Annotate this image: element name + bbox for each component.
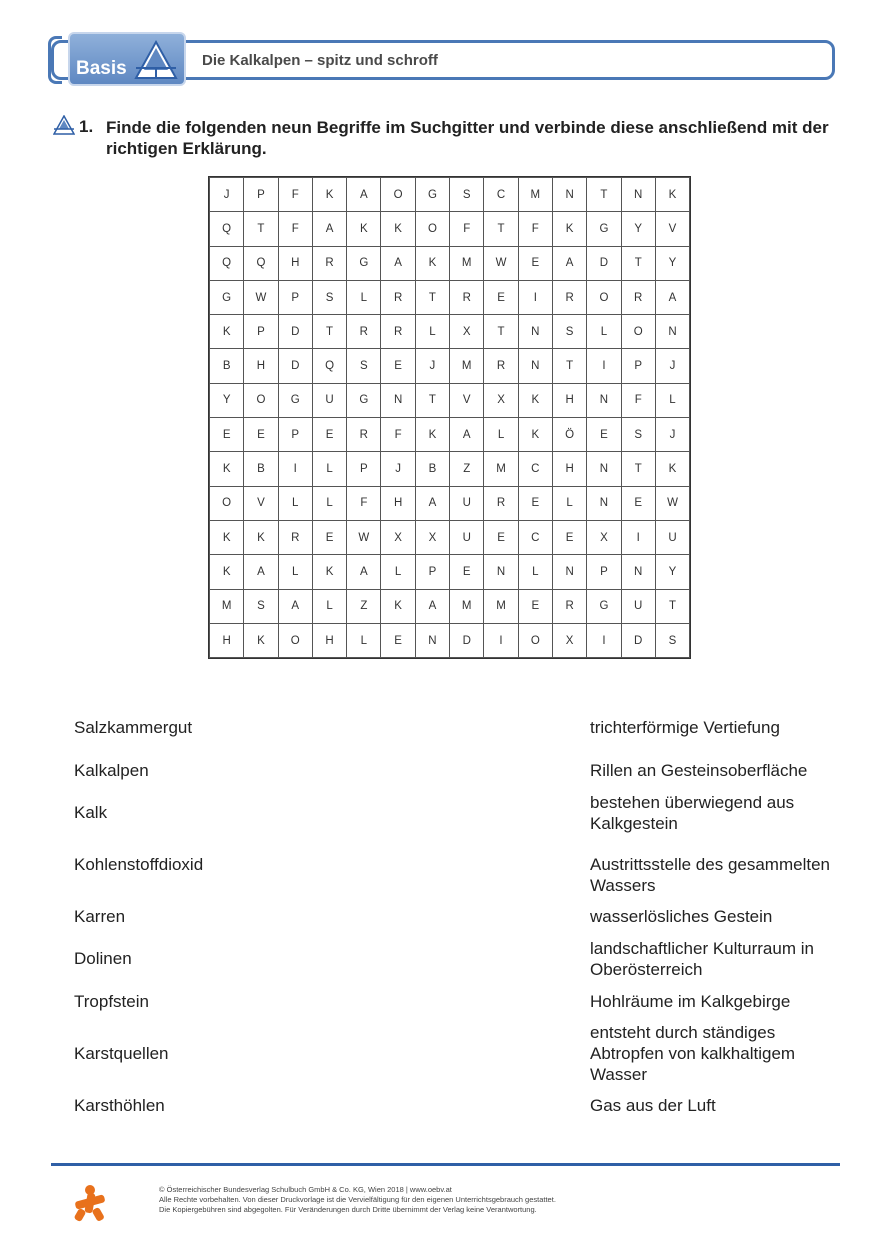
grid-cell[interactable]: W	[655, 486, 689, 520]
grid-cell[interactable]: S	[655, 623, 689, 657]
grid-cell[interactable]: M	[484, 452, 518, 486]
grid-cell[interactable]: Q	[210, 212, 244, 246]
grid-cell[interactable]: B	[415, 452, 449, 486]
grid-cell[interactable]: B	[244, 452, 278, 486]
grid-cell[interactable]: F	[278, 212, 312, 246]
grid-cell[interactable]: O	[621, 315, 655, 349]
term-item[interactable]: Karstquellen	[74, 1044, 169, 1063]
grid-cell[interactable]: W	[484, 246, 518, 280]
grid-cell[interactable]: A	[450, 418, 484, 452]
grid-cell[interactable]: E	[450, 555, 484, 589]
grid-cell[interactable]: G	[210, 280, 244, 314]
grid-row	[210, 212, 690, 246]
grid-cell[interactable]: A	[278, 589, 312, 623]
grid-cell[interactable]: Y	[210, 383, 244, 417]
grid-cell[interactable]: N	[484, 555, 518, 589]
grid-cell[interactable]: R	[312, 246, 346, 280]
grid-cell[interactable]: U	[621, 589, 655, 623]
term-item[interactable]: Dolinen	[74, 949, 132, 968]
grid-cell[interactable]: B	[210, 349, 244, 383]
grid-cell[interactable]: I	[587, 623, 621, 657]
grid-cell[interactable]: I	[278, 452, 312, 486]
explanation-item[interactable]: landschaftlicher Kulturraum in Oberösterreich	[590, 939, 814, 979]
grid-cell[interactable]: P	[278, 418, 312, 452]
grid-cell[interactable]: V	[450, 383, 484, 417]
grid-cell[interactable]: K	[415, 418, 449, 452]
grid-cell[interactable]: E	[312, 418, 346, 452]
grid-cell[interactable]: I	[484, 623, 518, 657]
grid-cell[interactable]: G	[587, 212, 621, 246]
grid-cell[interactable]: F	[347, 486, 381, 520]
grid-cell[interactable]: J	[655, 418, 689, 452]
grid-cell[interactable]: G	[587, 589, 621, 623]
grid-cell[interactable]: K	[655, 452, 689, 486]
grid-cell[interactable]: F	[518, 212, 552, 246]
grid-cell[interactable]: N	[587, 486, 621, 520]
grid-cell[interactable]: T	[415, 280, 449, 314]
grid-row	[210, 589, 690, 623]
grid-cell[interactable]: E	[587, 418, 621, 452]
grid-cell[interactable]: H	[278, 246, 312, 280]
grid-cell[interactable]: Ö	[552, 418, 586, 452]
term-item[interactable]: Kohlenstoffdioxid	[74, 855, 204, 874]
grid-cell[interactable]: W	[347, 520, 381, 554]
grid-cell[interactable]: M	[518, 178, 552, 212]
grid-cell[interactable]: C	[518, 452, 552, 486]
grid-cell[interactable]: A	[244, 555, 278, 589]
grid-cell[interactable]: L	[278, 555, 312, 589]
grid-cell[interactable]: N	[381, 383, 415, 417]
explanation-item[interactable]: Hohlräume im Kalkgebirge	[590, 992, 791, 1011]
grid-cell[interactable]: E	[381, 349, 415, 383]
grid-cell[interactable]: E	[244, 418, 278, 452]
word-search-grid	[209, 177, 690, 658]
explanation-item[interactable]: wasserlösliches Gestein	[590, 907, 773, 926]
grid-cell[interactable]: E	[210, 418, 244, 452]
grid-cell[interactable]: U	[450, 520, 484, 554]
grid-cell[interactable]: N	[552, 555, 586, 589]
grid-cell[interactable]: T	[587, 178, 621, 212]
grid-cell[interactable]: U	[450, 486, 484, 520]
grid-cell[interactable]: D	[450, 623, 484, 657]
grid-cell[interactable]: M	[450, 246, 484, 280]
grid-cell[interactable]: R	[552, 589, 586, 623]
grid-cell[interactable]: F	[381, 418, 415, 452]
grid-cell[interactable]: E	[484, 520, 518, 554]
grid-row	[210, 349, 690, 383]
footer-copyright	[159, 1185, 799, 1214]
explanation-item[interactable]: Rillen an Gesteinsoberfläche	[590, 761, 808, 780]
grid-cell[interactable]: G	[347, 383, 381, 417]
grid-cell[interactable]: Z	[347, 589, 381, 623]
grid-cell[interactable]: A	[655, 280, 689, 314]
grid-cell[interactable]: Y	[621, 212, 655, 246]
grid-cell[interactable]: S	[450, 178, 484, 212]
grid-cell[interactable]: S	[244, 589, 278, 623]
grid-cell[interactable]: N	[655, 315, 689, 349]
grid-cell[interactable]: S	[621, 418, 655, 452]
grid-cell[interactable]: N	[552, 178, 586, 212]
grid-cell[interactable]: N	[518, 349, 552, 383]
grid-cell[interactable]: X	[450, 315, 484, 349]
grid-cell[interactable]: F	[278, 178, 312, 212]
grid-cell[interactable]: X	[484, 383, 518, 417]
grid-row	[210, 623, 690, 657]
grid-cell[interactable]: K	[381, 589, 415, 623]
grid-cell[interactable]: N	[587, 452, 621, 486]
grid-row	[210, 555, 690, 589]
grid-cell[interactable]: H	[244, 349, 278, 383]
grid-cell[interactable]: U	[312, 383, 346, 417]
grid-cell[interactable]: K	[381, 212, 415, 246]
grid-cell[interactable]: O	[210, 486, 244, 520]
grid-cell[interactable]: D	[278, 315, 312, 349]
grid-cell[interactable]: S	[347, 349, 381, 383]
grid-cell[interactable]: H	[552, 383, 586, 417]
explanation-item[interactable]: bestehen überwiegend aus Kalkgestein	[590, 793, 795, 833]
pyramid-icon	[132, 38, 180, 82]
grid-cell[interactable]: L	[347, 280, 381, 314]
grid-cell[interactable]: L	[587, 315, 621, 349]
grid-cell[interactable]: I	[621, 520, 655, 554]
grid-cell[interactable]: U	[655, 520, 689, 554]
grid-row	[210, 280, 690, 314]
grid-cell[interactable]: K	[210, 520, 244, 554]
grid-cell[interactable]: V	[244, 486, 278, 520]
grid-cell[interactable]: O	[278, 623, 312, 657]
grid-cell[interactable]: A	[312, 212, 346, 246]
footer-line-1: © Österreichischer Bundesverlag Schulbuch GmbH & Co. KG, Wien 2018 | www.oebv.at	[159, 1185, 452, 1194]
grid-cell[interactable]: I	[518, 280, 552, 314]
grid-cell[interactable]: T	[484, 212, 518, 246]
grid-cell[interactable]: P	[244, 178, 278, 212]
grid-cell[interactable]: L	[381, 555, 415, 589]
grid-cell[interactable]: E	[552, 520, 586, 554]
grid-cell[interactable]: Y	[655, 555, 689, 589]
grid-cell[interactable]: K	[244, 623, 278, 657]
grid-cell[interactable]: A	[552, 246, 586, 280]
grid-row	[210, 486, 690, 520]
publisher-logo-icon	[72, 1184, 108, 1222]
grid-cell[interactable]: T	[415, 383, 449, 417]
grid-cell[interactable]: G	[278, 383, 312, 417]
grid-cell[interactable]: A	[415, 486, 449, 520]
grid-cell[interactable]: F	[450, 212, 484, 246]
grid-cell[interactable]: G	[347, 246, 381, 280]
grid-cell[interactable]: M	[210, 589, 244, 623]
grid-cell[interactable]: S	[312, 280, 346, 314]
grid-cell[interactable]: L	[518, 555, 552, 589]
grid-cell[interactable]: E	[484, 280, 518, 314]
grid-cell[interactable]: E	[381, 623, 415, 657]
explanation-item[interactable]: Gas aus der Luft	[590, 1096, 716, 1115]
grid-cell[interactable]: K	[518, 383, 552, 417]
grid-row	[210, 452, 690, 486]
grid-cell[interactable]: J	[655, 349, 689, 383]
grid-cell[interactable]: P	[415, 555, 449, 589]
grid-cell[interactable]: Q	[312, 349, 346, 383]
grid-cell[interactable]: D	[621, 623, 655, 657]
term-item[interactable]: Tropfstein	[74, 992, 149, 1011]
grid-cell[interactable]: K	[655, 178, 689, 212]
grid-row	[210, 178, 690, 212]
grid-cell[interactable]: E	[518, 246, 552, 280]
grid-cell[interactable]: R	[347, 418, 381, 452]
grid-cell[interactable]: Z	[450, 452, 484, 486]
grid-cell[interactable]: L	[312, 452, 346, 486]
grid-cell[interactable]: H	[552, 452, 586, 486]
grid-cell[interactable]: N	[621, 555, 655, 589]
grid-cell[interactable]: K	[347, 212, 381, 246]
grid-cell[interactable]: M	[450, 349, 484, 383]
grid-cell[interactable]: L	[415, 315, 449, 349]
grid-cell[interactable]: T	[552, 349, 586, 383]
grid-cell[interactable]: X	[552, 623, 586, 657]
grid-cell[interactable]: L	[552, 486, 586, 520]
grid-cell[interactable]: E	[621, 486, 655, 520]
grid-cell[interactable]: T	[621, 246, 655, 280]
grid-cell[interactable]: K	[210, 452, 244, 486]
grid-cell[interactable]: P	[278, 280, 312, 314]
grid-cell[interactable]: X	[587, 520, 621, 554]
grid-cell[interactable]: M	[484, 589, 518, 623]
grid-cell[interactable]: A	[347, 555, 381, 589]
grid-cell[interactable]: R	[484, 486, 518, 520]
grid-cell[interactable]: E	[518, 486, 552, 520]
grid-cell[interactable]: K	[415, 246, 449, 280]
grid-cell[interactable]: K	[210, 555, 244, 589]
grid-row	[210, 520, 690, 554]
grid-cell[interactable]: P	[347, 452, 381, 486]
grid-cell[interactable]: P	[244, 315, 278, 349]
grid-cell[interactable]: K	[552, 212, 586, 246]
term-item[interactable]: Kalk	[74, 803, 108, 822]
grid-row	[210, 383, 690, 417]
grid-cell[interactable]: O	[587, 280, 621, 314]
term-item[interactable]: Karsthöhlen	[74, 1096, 165, 1115]
grid-cell[interactable]: C	[518, 520, 552, 554]
grid-cell[interactable]: T	[312, 315, 346, 349]
footer-line-3: Die Kopiergebühren sind abgegolten. Für Veränderungen durch Dritte übernimmt der Verlag keine Verantwortung.	[159, 1204, 537, 1214]
task-number: 1.	[79, 117, 94, 136]
grid-cell[interactable]: R	[484, 349, 518, 383]
grid-cell[interactable]: F	[621, 383, 655, 417]
grid-cell[interactable]: X	[415, 520, 449, 554]
grid-cell[interactable]: L	[655, 383, 689, 417]
grid-cell[interactable]: R	[552, 280, 586, 314]
grid-cell[interactable]: E	[312, 520, 346, 554]
grid-cell[interactable]: D	[587, 246, 621, 280]
explanation-item[interactable]: Austrittsstelle des gesammelten Wassers	[590, 855, 830, 895]
grid-cell[interactable]: L	[312, 486, 346, 520]
task-instruction: Finde die folgenden neun Begriffe im Suchgitter und verbinde diese anschließend mit der richtigen Erklärung.	[106, 118, 829, 158]
grid-cell[interactable]: L	[347, 623, 381, 657]
grid-cell[interactable]: L	[484, 418, 518, 452]
difficulty-icon	[53, 115, 75, 135]
grid-cell[interactable]: K	[312, 555, 346, 589]
grid-row	[210, 418, 690, 452]
grid-cell[interactable]: T	[621, 452, 655, 486]
grid-cell[interactable]: D	[278, 349, 312, 383]
grid-cell[interactable]: R	[278, 520, 312, 554]
grid-cell[interactable]: X	[381, 520, 415, 554]
grid-cell[interactable]: O	[244, 383, 278, 417]
explanation-item[interactable]: entsteht durch ständiges Abtropfen von kalkhaltigem Wasser	[590, 1023, 796, 1084]
grid-cell[interactable]: K	[210, 315, 244, 349]
grid-cell[interactable]: H	[210, 623, 244, 657]
footer-line-2: Alle Rechte vorbehalten. Von dieser Druckvorlage ist die Vervielfältigung für den eigenen Unterrichtsgebrauch gestattet.	[159, 1194, 556, 1204]
grid-cell[interactable]: A	[347, 178, 381, 212]
grid-cell[interactable]: W	[244, 280, 278, 314]
grid-cell[interactable]: N	[621, 178, 655, 212]
grid-cell[interactable]: A	[381, 246, 415, 280]
grid-cell[interactable]: T	[655, 589, 689, 623]
grid-row	[210, 246, 690, 280]
grid-cell[interactable]: O	[518, 623, 552, 657]
grid-cell[interactable]: J	[415, 349, 449, 383]
grid-cell[interactable]: Y	[655, 246, 689, 280]
grid-cell[interactable]: C	[484, 178, 518, 212]
grid-cell[interactable]: N	[518, 315, 552, 349]
grid-cell[interactable]: I	[587, 349, 621, 383]
grid-cell[interactable]: K	[244, 520, 278, 554]
grid-cell[interactable]: K	[518, 418, 552, 452]
grid-cell[interactable]: S	[552, 315, 586, 349]
grid-cell[interactable]: R	[381, 315, 415, 349]
explanation-item[interactable]: trichterförmige Vertiefung	[590, 718, 780, 737]
grid-cell[interactable]: E	[518, 589, 552, 623]
grid-cell[interactable]: Q	[210, 246, 244, 280]
grid-cell[interactable]: T	[244, 212, 278, 246]
grid-cell[interactable]: O	[381, 178, 415, 212]
grid-cell[interactable]: N	[415, 623, 449, 657]
grid-cell[interactable]: R	[621, 280, 655, 314]
grid-cell[interactable]: V	[655, 212, 689, 246]
grid-cell[interactable]: R	[450, 280, 484, 314]
grid-cell[interactable]: T	[484, 315, 518, 349]
term-item[interactable]: Kalkalpen	[74, 761, 149, 780]
term-item[interactable]: Salzkammergut	[74, 718, 193, 737]
grid-cell[interactable]: R	[347, 315, 381, 349]
grid-cell[interactable]: L	[312, 589, 346, 623]
grid-cell[interactable]: Q	[244, 246, 278, 280]
grid-cell[interactable]: A	[415, 589, 449, 623]
grid-cell[interactable]: K	[312, 178, 346, 212]
grid-cell[interactable]: O	[415, 212, 449, 246]
term-item[interactable]: Karren	[74, 907, 126, 926]
grid-row	[210, 315, 690, 349]
grid-cell[interactable]: H	[312, 623, 346, 657]
grid-cell[interactable]: M	[450, 589, 484, 623]
grid-cell[interactable]: R	[381, 280, 415, 314]
grid-cell[interactable]: P	[621, 349, 655, 383]
grid-cell[interactable]: J	[210, 178, 244, 212]
grid-cell[interactable]: G	[415, 178, 449, 212]
grid-cell[interactable]: H	[381, 486, 415, 520]
grid-cell[interactable]: J	[381, 452, 415, 486]
grid-cell[interactable]: L	[278, 486, 312, 520]
footer-divider	[51, 1163, 840, 1166]
logo-label: Basis	[76, 58, 127, 79]
grid-cell[interactable]: N	[587, 383, 621, 417]
page-title: Die Kalkalpen – spitz und schroff	[202, 52, 438, 69]
grid-cell[interactable]: P	[587, 555, 621, 589]
